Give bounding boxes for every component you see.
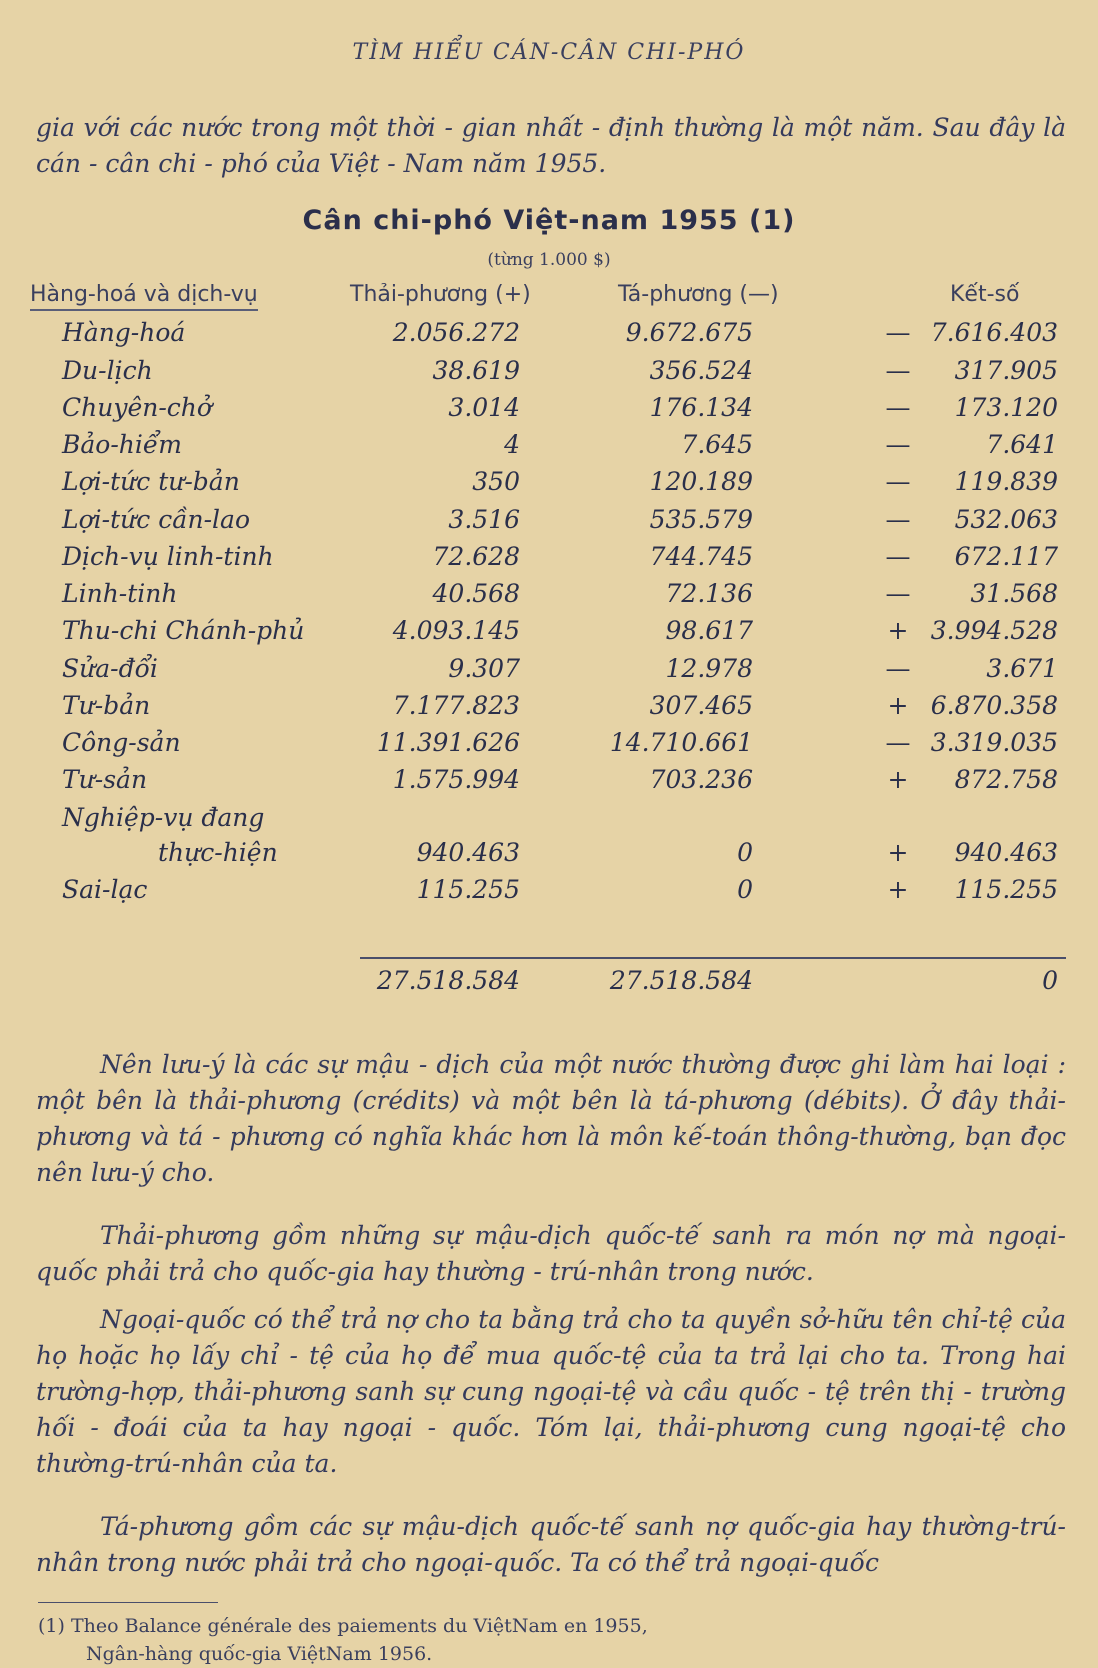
row-result: 317.905 (954, 356, 1058, 385)
total-debit: 27.518.584 (609, 966, 753, 995)
intro-paragraph: gia với các nước trong một thời - gian nhất - định thường là một năm. Sau đây là cán - cân chi - phó của Việt - Nam năm 1955. (36, 113, 1066, 178)
row-credit: 3.014 (448, 393, 520, 422)
paragraph-text: Ngoại-quốc có thể trả nợ cho ta bằng trả cho ta quyền sở-hữu tên chỉ-tệ của họ hoặc họ lấy chỉ - tệ của họ để mua quốc-tệ của ta trả lại cho ta. Trong hai trường-hợp, thải-phương sanh sự cung ngoại-tệ và cầu quốc - tệ trên thị - trường hối - đoái của ta hay ngoại - quốc. Tóm lại, thải-phương cung ngoại-tệ cho thường-trú-nhân của ta. (36, 1305, 1066, 1478)
row-name: Tư-bản (62, 691, 151, 720)
table-row (0, 616, 1098, 654)
row-name-continued: thực-hiện (158, 838, 278, 867)
table-row (0, 579, 1098, 617)
row-sign: + (887, 838, 909, 867)
row-credit: 4 (504, 430, 520, 459)
row-credit: 9.307 (448, 654, 520, 683)
row-name: Chuyên-chở (62, 393, 212, 422)
row-credit: 7.177.823 (392, 691, 520, 720)
row-credit: 38.619 (432, 356, 520, 385)
table-row (0, 838, 1098, 876)
row-name: Nghiệp-vụ đang (62, 803, 265, 832)
totals-row (0, 966, 1098, 1004)
row-result: 940.463 (954, 838, 1058, 867)
row-debit: 120.189 (649, 467, 753, 496)
total-credit: 27.518.584 (376, 966, 520, 995)
row-sign: + (887, 765, 909, 794)
row-name: Thu-chi Chánh-phủ (62, 616, 305, 645)
row-credit: 1.575.994 (392, 765, 520, 794)
row-debit: 14.710.661 (609, 728, 753, 757)
row-result: 3.994.528 (930, 616, 1058, 645)
row-sign: + (887, 616, 909, 645)
row-result: 872.758 (954, 765, 1058, 794)
footnote-line: Ngân-hàng quốc-gia ViệtNam 1956. (86, 1643, 433, 1665)
row-result: 532.063 (954, 505, 1058, 534)
row-credit: 4.093.145 (392, 616, 520, 645)
row-sign: — (885, 542, 911, 571)
row-credit: 350 (472, 467, 520, 496)
row-sign: + (887, 875, 909, 904)
row-name: Hàng-hoá (62, 318, 186, 347)
table-row (0, 803, 1098, 841)
row-result: 672.117 (954, 542, 1058, 571)
table-unit: (từng 1.000 $) (487, 250, 611, 270)
row-sign: — (885, 579, 911, 608)
row-result: 7.641 (986, 430, 1058, 459)
row-debit: 744.745 (649, 542, 753, 571)
sum-rule (360, 957, 1066, 959)
row-debit: 72.136 (665, 579, 753, 608)
row-debit: 12.978 (665, 654, 753, 683)
body-paragraph (36, 1047, 1066, 1191)
row-name: Bảo-hiểm (62, 430, 182, 459)
row-name: Du-lịch (62, 356, 153, 385)
row-name: Dịch-vụ linh-tinh (62, 542, 274, 571)
row-sign: — (885, 393, 911, 422)
row-credit: 2.056.272 (392, 318, 520, 347)
col-header-result: Kết-số (950, 282, 1020, 307)
row-debit: 535.579 (649, 505, 753, 534)
row-credit: 72.628 (432, 542, 520, 571)
row-name: Công-sản (62, 728, 181, 757)
row-sign: — (885, 654, 911, 683)
table-row (0, 467, 1098, 505)
footnote-rule (38, 1602, 218, 1603)
row-result: 173.120 (954, 393, 1058, 422)
row-result: 7.616.403 (930, 318, 1058, 347)
table-row (0, 318, 1098, 356)
paragraph-text: Thải-phương gồm những sự mậu-dịch quốc-tế sanh ra món nợ mà ngoại-quốc phải trả cho quốc-gia hay thường - trú-nhân trong nước. (36, 1221, 1066, 1286)
row-result: 3.319.035 (930, 728, 1058, 757)
row-name: Sai-lạc (62, 875, 148, 904)
row-name: Lợi-tức tư-bản (62, 467, 240, 496)
row-debit: 9.672.675 (625, 318, 753, 347)
row-credit: 3.516 (448, 505, 520, 534)
footnote-line: (1) Theo Balance générale des paiements du ViệtNam en 1955, (38, 1615, 648, 1637)
row-name: Tư-sản (62, 765, 148, 794)
row-name: Linh-tinh (62, 579, 178, 608)
row-sign: — (885, 430, 911, 459)
row-credit: 11.391.626 (376, 728, 520, 757)
row-debit: 176.134 (649, 393, 753, 422)
table-row (0, 875, 1098, 913)
paragraph-text: Nên lưu-ý là các sự mậu - dịch của một nước thường được ghi làm hai loại : một bên là thải-phương (crédits) và một bên là tá-phương (débits). Ở đây thải-phương và tá - phương có nghĩa khác hơn là môn kế-toán thông-thường, bạn đọc nên lưu-ý cho. (36, 1050, 1066, 1187)
row-sign: — (885, 467, 911, 496)
row-name: Lợi-tức cần-lao (62, 505, 251, 534)
paragraph-text: Tá-phương gồm các sự mậu-dịch quốc-tế sanh nợ quốc-gia hay thường-trú-nhân trong nước phải trả cho ngoại-quốc. Ta có thể trả ngoại-quốc (36, 1512, 1066, 1577)
row-debit: 7.645 (681, 430, 753, 459)
row-result: 3.671 (986, 654, 1058, 683)
table-row (0, 393, 1098, 431)
table-row (0, 691, 1098, 729)
row-debit: 307.465 (649, 691, 753, 720)
col-header-item: Hàng-hoá và dịch-vụ (30, 282, 258, 311)
col-header-credit: Thải-phương (+) (350, 282, 531, 307)
row-credit: 40.568 (432, 579, 520, 608)
table-row (0, 505, 1098, 543)
footnote (38, 1612, 1068, 1668)
table-row (0, 654, 1098, 692)
total-result: 0 (1042, 966, 1058, 995)
row-result: 115.255 (954, 875, 1058, 904)
row-debit: 356.524 (649, 356, 753, 385)
col-header-debit: Tá-phương (—) (618, 282, 779, 307)
row-sign: + (887, 691, 909, 720)
table-row (0, 356, 1098, 394)
row-debit: 703.236 (649, 765, 753, 794)
body-paragraph (36, 1302, 1066, 1482)
row-result: 31.568 (970, 579, 1058, 608)
row-sign: — (885, 505, 911, 534)
row-sign: — (885, 356, 911, 385)
row-debit: 98.617 (665, 616, 753, 645)
row-result: 6.870.358 (930, 691, 1058, 720)
row-credit: 115.255 (416, 875, 520, 904)
table-row (0, 430, 1098, 468)
table-row (0, 542, 1098, 580)
body-paragraph (36, 1509, 1066, 1581)
row-sign: — (885, 318, 911, 347)
row-credit: 940.463 (416, 838, 520, 867)
running-header: TÌM HIỂU CÁN-CÂN CHI-PHÓ (352, 40, 746, 65)
row-result: 119.839 (954, 467, 1058, 496)
table-row (0, 765, 1098, 803)
row-debit: 0 (737, 838, 753, 867)
table-row (0, 728, 1098, 766)
row-debit: 0 (737, 875, 753, 904)
table-title: Cân chi-phó Việt-nam 1955 (1) (302, 205, 796, 236)
body-paragraph (36, 1218, 1066, 1290)
row-name: Sửa-đổi (62, 654, 158, 683)
row-sign: — (885, 728, 911, 757)
